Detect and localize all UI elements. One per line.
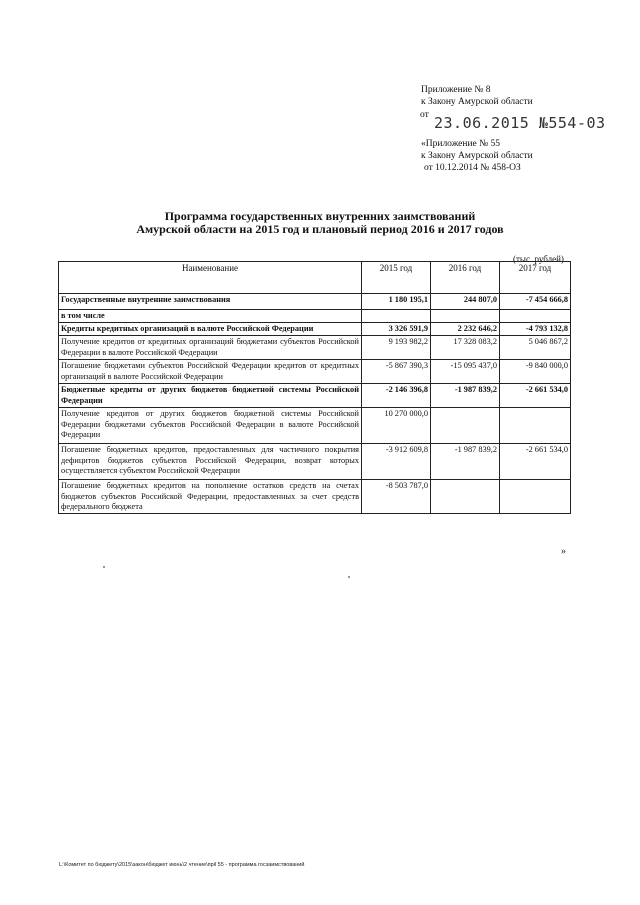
row-value-2015 xyxy=(362,310,431,323)
borrowing-program-table xyxy=(58,261,571,514)
row-value-2017: -4 793 132,8 xyxy=(500,323,571,336)
table-row xyxy=(59,323,571,336)
row-value-2016: 244 807,0 xyxy=(431,294,500,310)
table-row xyxy=(59,444,571,480)
document-title-line1: Программа государственных внутренних заимствований xyxy=(164,209,476,223)
row-value-2017: -7 454 666,8 xyxy=(500,294,571,310)
table-row xyxy=(59,480,571,514)
row-value-2016 xyxy=(431,408,500,444)
appendix-law-ref: к Закону Амурской области xyxy=(421,97,533,107)
row-value-2017 xyxy=(500,480,571,514)
appendix-number: Приложение № 8 xyxy=(421,85,491,95)
scan-speck xyxy=(348,576,350,578)
original-law-ref: к Закону Амурской области xyxy=(421,151,533,161)
row-value-2017: -2 661 534,0 xyxy=(500,384,571,408)
row-value-2017: -9 840 000,0 xyxy=(500,360,571,384)
header-2016: 2016 год xyxy=(431,262,500,294)
table-row xyxy=(59,408,571,444)
row-name: Кредиты кредитных организаций в валюте Российской Федерации xyxy=(59,323,362,336)
header-2015: 2015 год xyxy=(362,262,431,294)
row-value-2015: -2 146 396,8 xyxy=(362,384,431,408)
file-path-footer: L:\Комитет по бюджету\2015\закон\бюджет июнь\2 чтение\прil 55 - программа госзаимствований xyxy=(59,862,305,868)
table-row xyxy=(59,360,571,384)
document-title-line2: Амурской области на 2015 год и плановый период 2016 и 2017 годов xyxy=(136,222,504,236)
row-value-2015: -8 503 787,0 xyxy=(362,480,431,514)
date-number-stamp: 23.06.2015 №554-03 xyxy=(434,114,606,132)
row-value-2017 xyxy=(500,408,571,444)
header-2017: 2017 год xyxy=(500,262,571,294)
original-law-date: от 10.12.2014 № 458-ОЗ xyxy=(424,163,521,173)
row-value-2016 xyxy=(431,310,500,323)
units-label: (тыс. рублей) xyxy=(513,254,564,264)
closing-quote: » xyxy=(561,546,566,557)
row-name: Погашение бюджетами субъектов Российской Федерации кредитов от кредитных организаций в валюте Российской Федерации xyxy=(59,360,362,384)
row-value-2015: -5 867 390,3 xyxy=(362,360,431,384)
row-value-2016: -15 095 437,0 xyxy=(431,360,500,384)
row-value-2016: -1 987 839,2 xyxy=(431,384,500,408)
table-header-row xyxy=(59,262,571,294)
header-name: Наименование xyxy=(59,262,362,294)
row-value-2015: -3 912 609,8 xyxy=(362,444,431,480)
row-value-2015: 3 326 591,9 xyxy=(362,323,431,336)
table-row xyxy=(59,294,571,310)
table-row xyxy=(59,384,571,408)
row-name: Получение кредитов от кредитных организаций бюджетами субъектов Российской Федерации в валюте Российской Федерации xyxy=(59,336,362,360)
table-row xyxy=(59,336,571,360)
original-appendix-number: «Приложение № 55 xyxy=(421,139,501,149)
row-value-2017: -2 661 534,0 xyxy=(500,444,571,480)
row-value-2016: 17 328 083,2 xyxy=(431,336,500,360)
row-value-2015: 9 193 982,2 xyxy=(362,336,431,360)
scan-speck xyxy=(103,566,105,568)
row-value-2017: 5 046 867,2 xyxy=(500,336,571,360)
row-name: Получение кредитов от других бюджетов бюджетной системы Российской Федерации бюджетами субъектов Российской Федерации в валюте Российской Федерации xyxy=(59,408,362,444)
row-name: Погашение бюджетных кредитов на пополнение остатков средств на счетах бюджетов субъектов Российской Федерации, предоставленных за счет средств федерального бюджета xyxy=(59,480,362,514)
row-name: Государственные внутренние заимствования xyxy=(59,294,362,310)
row-value-2016 xyxy=(431,480,500,514)
row-name: в том числе xyxy=(59,310,362,323)
row-value-2017 xyxy=(500,310,571,323)
row-value-2016: -1 987 839,2 xyxy=(431,444,500,480)
row-value-2015: 10 270 000,0 xyxy=(362,408,431,444)
row-name: Бюджетные кредиты от других бюджетов бюджетной системы Российской Федерации xyxy=(59,384,362,408)
from-label: от xyxy=(420,110,429,120)
table-row xyxy=(59,310,571,323)
row-name: Погашение бюджетных кредитов, предоставленных для частичного покрытия дефицитов бюджетов субъектов Российской Федерации, возврат которых осуществляется субъектом Российской Федерации xyxy=(59,444,362,480)
row-value-2016: 2 232 646,2 xyxy=(431,323,500,336)
row-value-2015: 1 180 195,1 xyxy=(362,294,431,310)
